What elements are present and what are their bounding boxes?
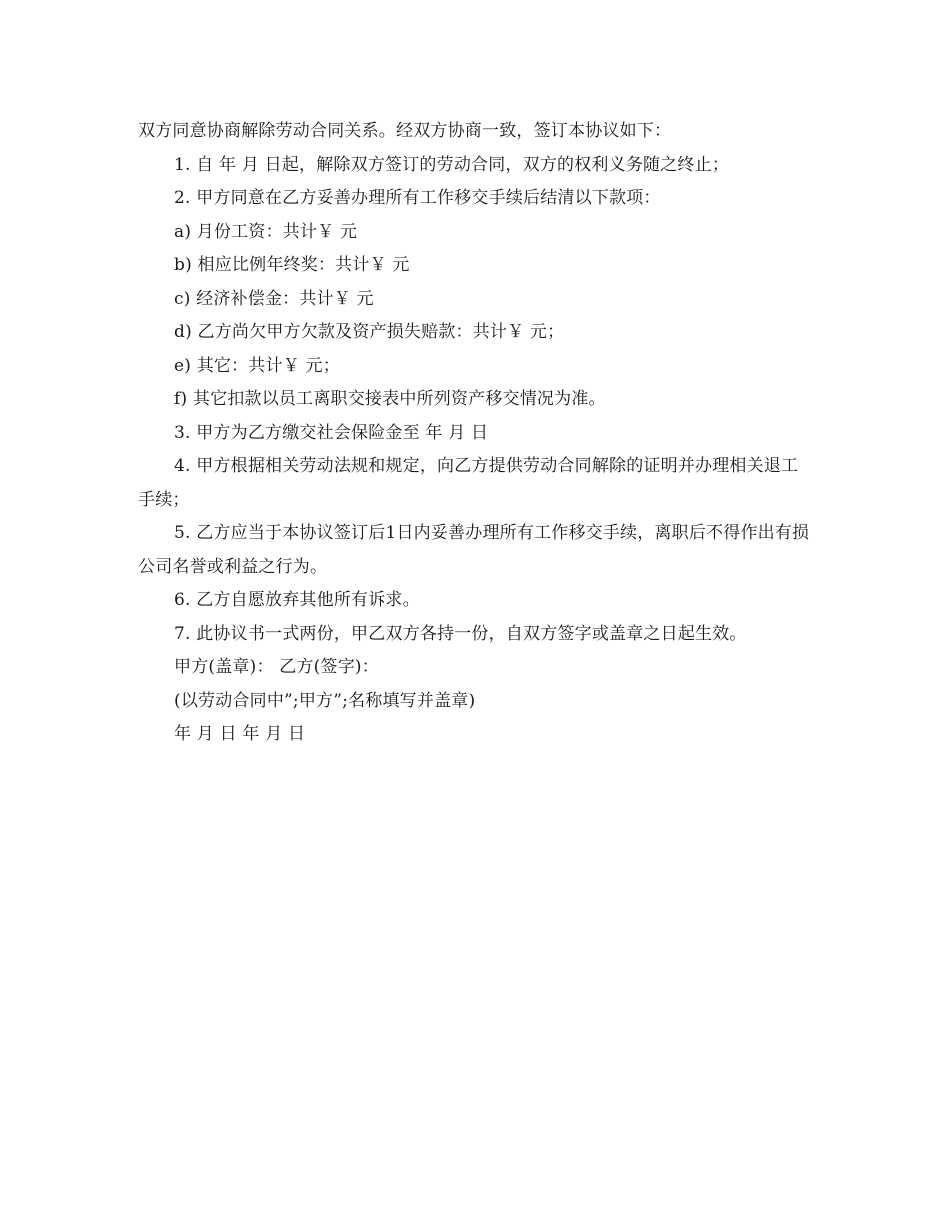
intro-paragraph: 双方同意协商解除劳动合同关系。经双方协商一致，签订本协议如下： (138, 121, 672, 141)
clause-1: 1. 自 年 月 日起，解除双方签订的劳动合同，双方的权利义务随之终止； (174, 154, 730, 175)
clause-7: 7. 此协议书一式两份，甲乙双方各持一份，自双方签字或盖章之日起生效。 (174, 623, 747, 644)
clause-2-item-d: d) 乙方尚欠甲方欠款及资产损失赔款：共计￥ 元； (174, 322, 565, 342)
clause-2: 2. 甲方同意在乙方妥善办理所有工作移交手续后结清以下款项： (174, 188, 661, 208)
clause-2-item-e: e) 其它：共计￥ 元； (174, 355, 340, 376)
signature-parties: 甲方(盖章)： 乙方(签字)： (174, 657, 379, 677)
clause-2-item-c: c) 经济补偿金：共计￥ 元 (174, 288, 374, 309)
clause-2-item-b: b) 相应比例年终奖：共计￥ 元 (174, 255, 410, 275)
clause-3: 3. 甲方为乙方缴交社会保险金至 年 月 日 (174, 422, 489, 443)
clause-2-item-f: f) 其它扣款以员工离职交接表中所列资产移交情况为准。 (174, 389, 606, 409)
clause-5: 5. 乙方应当于本协议签订后1日内妥善办理所有工作移交手续，离职后不得作出有损公司名誉或利益之行为。 (138, 523, 810, 577)
clause-6: 6. 乙方自愿放弃其他所有诉求。 (174, 590, 420, 610)
clause-4: 4. 甲方根据相关劳动法规和规定，向乙方提供劳动合同解除的证明并办理相关退工手续； (138, 456, 799, 510)
signature-note: (以劳动合同中”;甲方”;名称填写并盖章) (174, 690, 476, 711)
clause-2-item-a: a) 月份工资：共计￥ 元 (174, 221, 358, 242)
signature-dates: 年 月 日 年 月 日 (174, 724, 306, 744)
document-body (138, 115, 814, 752)
